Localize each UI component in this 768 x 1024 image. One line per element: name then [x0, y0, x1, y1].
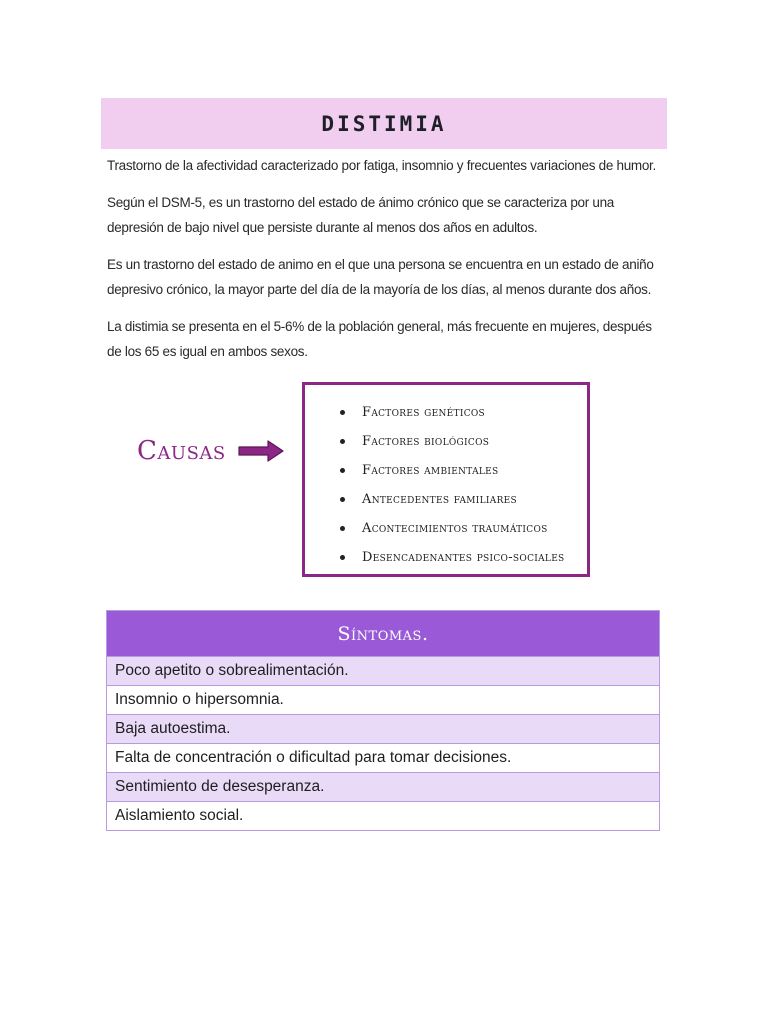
title-banner	[101, 98, 667, 149]
symptoms-header: Síntomas.	[107, 611, 659, 656]
cause-item: Factores genéticos	[335, 398, 587, 427]
table-row: Falta de concentración o dificultad para tomar decisiones.	[107, 743, 659, 772]
cause-item: Antecedentes familiares	[335, 485, 587, 514]
cause-item: Factores biológicos	[335, 427, 587, 456]
intro-paragraphs	[107, 153, 663, 376]
table-row: Sentimiento de desesperanza.	[107, 772, 659, 801]
paragraph: Trastorno de la afectividad caracterizado por fatiga, insomnio y frecuentes variaciones de humor.	[107, 158, 656, 173]
table-row: Poco apetito o sobrealimentación.	[107, 656, 659, 685]
cause-item: Desencadenantes psico-sociales	[335, 543, 587, 572]
cause-item: Factores ambientales	[335, 456, 587, 485]
symptoms-table	[106, 610, 660, 831]
cause-item: Acontecimientos traumáticos	[335, 514, 587, 543]
causas-heading	[137, 436, 284, 466]
table-row: Aislamiento social.	[107, 801, 659, 830]
right-arrow-icon	[238, 440, 284, 462]
causes-box	[302, 382, 590, 577]
table-row: Baja autoestima.	[107, 714, 659, 743]
table-row: Insomnio o hipersomnia.	[107, 685, 659, 714]
paragraph: Es un trastorno del estado de animo en el que una persona se encuentra en un estado de aniño depresivo crónico, la mayor parte del día de la mayoría de los días, al menos durante dos años.	[107, 257, 654, 297]
paragraph: La distimia se presenta en el 5-6% de la población general, más frecuente en mujeres, después de los 65 es igual en ambos sexos.	[107, 319, 652, 359]
causes-list	[305, 385, 587, 572]
paragraph: Según el DSM-5, es un trastorno del estado de ánimo crónico que se caracteriza por una depresión de bajo nivel que persiste durante al menos dos años en adultos.	[107, 195, 615, 235]
page-title: DISTIMIA	[321, 111, 447, 136]
causas-label: Causas	[137, 436, 226, 466]
